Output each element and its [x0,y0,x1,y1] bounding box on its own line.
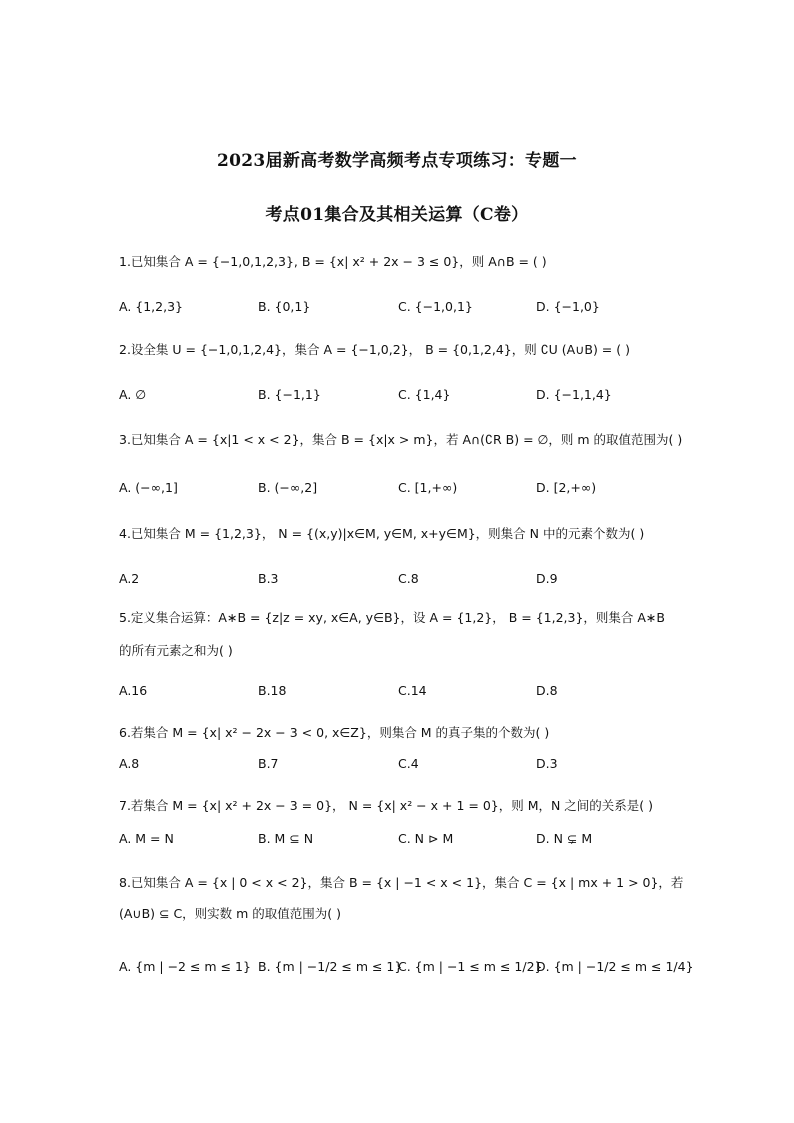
question-8-option-a: A. {m | −2 ≤ m ≤ 1} [119,959,251,974]
question-3-stem: 3.已知集合 A = {x|1 < x < 2}，集合 B = {x|x > m}，若 A∩(∁R B) = ∅，则 m 的取值范围为( ) [119,432,683,447]
question-5-options [119,682,679,702]
question-3-option-c: C. [1,+∞) [398,480,458,495]
document-subtitle: 考点01集合及其相关运算（C卷） [265,205,529,225]
question-2-option-a: A. ∅ [119,387,147,402]
question-7-options [119,830,679,850]
question-1-option-c: C. {−1,0,1} [398,299,473,314]
question-2-options [119,386,679,406]
question-4-option-a: A.2 [119,571,140,586]
question-5-option-c: C.14 [398,683,427,698]
question-7-option-c: C. N ⊳ M [398,831,454,846]
question-2-option-b: B. {−1,1} [258,387,321,402]
question-7-option-b: B. M ⊆ N [258,831,314,846]
question-6-option-a: A.8 [119,756,140,771]
question-5-option-b: B.18 [258,683,287,698]
question-3-option-b: B. (−∞,2] [258,480,318,495]
question-3-option-a: A. (−∞,1] [119,480,178,495]
question-6-options [119,755,679,775]
question-5-stem-line2: 的所有元素之和为( ) [119,643,233,658]
question-1-options [119,298,679,318]
question-3-options [119,479,679,499]
question-5-option-a: A.16 [119,683,148,698]
question-8-options [119,958,694,978]
question-4-options [119,570,679,590]
question-6-option-d: D.3 [536,756,558,771]
question-4-option-d: D.9 [536,571,558,586]
question-6-option-b: B.7 [258,756,279,771]
document-title: 2023届新高考数学高频考点专项练习：专题一 [217,151,577,171]
question-3-option-d: D. [2,+∞) [536,480,597,495]
question-2-stem: 2.设全集 U = {−1,0,1,2,4}，集合 A = {−1,0,2}， B = {0,1,2,4}，则 ∁U (A∪B) = ( ) [119,342,630,357]
question-1-option-b: B. {0,1} [258,299,311,314]
question-7-option-a: A. M = N [119,831,174,846]
question-8-option-b: B. {m | −1/2 ≤ m ≤ 1} [258,959,403,974]
question-6-stem: 6.若集合 M = {x| x² − 2x − 3 < 0, x∈Z}，则集合 M 的真子集的个数为( ) [119,725,550,740]
question-2-option-d: D. {−1,1,4} [536,387,612,402]
question-7-option-d: D. N ⊊ M [536,831,593,846]
question-2-option-c: C. {1,4} [398,387,451,402]
question-7-stem: 7.若集合 M = {x| x² + 2x − 3 = 0}， N = {x| x² − x + 1 = 0}，则 M，N 之间的关系是( ) [119,798,654,813]
question-1-option-a: A. {1,2,3} [119,299,183,314]
question-4-stem: 4.已知集合 M = {1,2,3}， N = {(x,y)|x∈M, y∈M, x+y∈M}，则集合 N 中的元素个数为( ) [119,526,645,541]
question-1-option-d: D. {−1,0} [536,299,600,314]
question-8-option-d: D. {m | −1/2 ≤ m ≤ 1/4} [536,959,694,974]
question-6-option-c: C.4 [398,756,419,771]
question-5-option-d: D.8 [536,683,558,698]
question-5-stem: 5.定义集合运算：A∗B = {z|z = xy, x∈A, y∈B}，设 A = {1,2}， B = {1,2,3}，则集合 A∗B [119,610,665,625]
question-1-stem: 1.已知集合 A = {−1,0,1,2,3}, B = {x| x² + 2x − 3 ≤ 0}，则 A∩B = ( ) [119,254,547,269]
question-8-stem-line2: (A∪B) ⊆ C，则实数 m 的取值范围为( ) [119,906,342,921]
question-8-option-c: C. {m | −1 ≤ m ≤ 1/2} [398,959,543,974]
question-8-stem: 8.已知集合 A = {x | 0 < x < 2}，集合 B = {x | −1 < x < 1}，集合 C = {x | mx + 1 > 0}，若 [119,875,684,890]
question-4-option-b: B.3 [258,571,279,586]
question-4-option-c: C.8 [398,571,419,586]
